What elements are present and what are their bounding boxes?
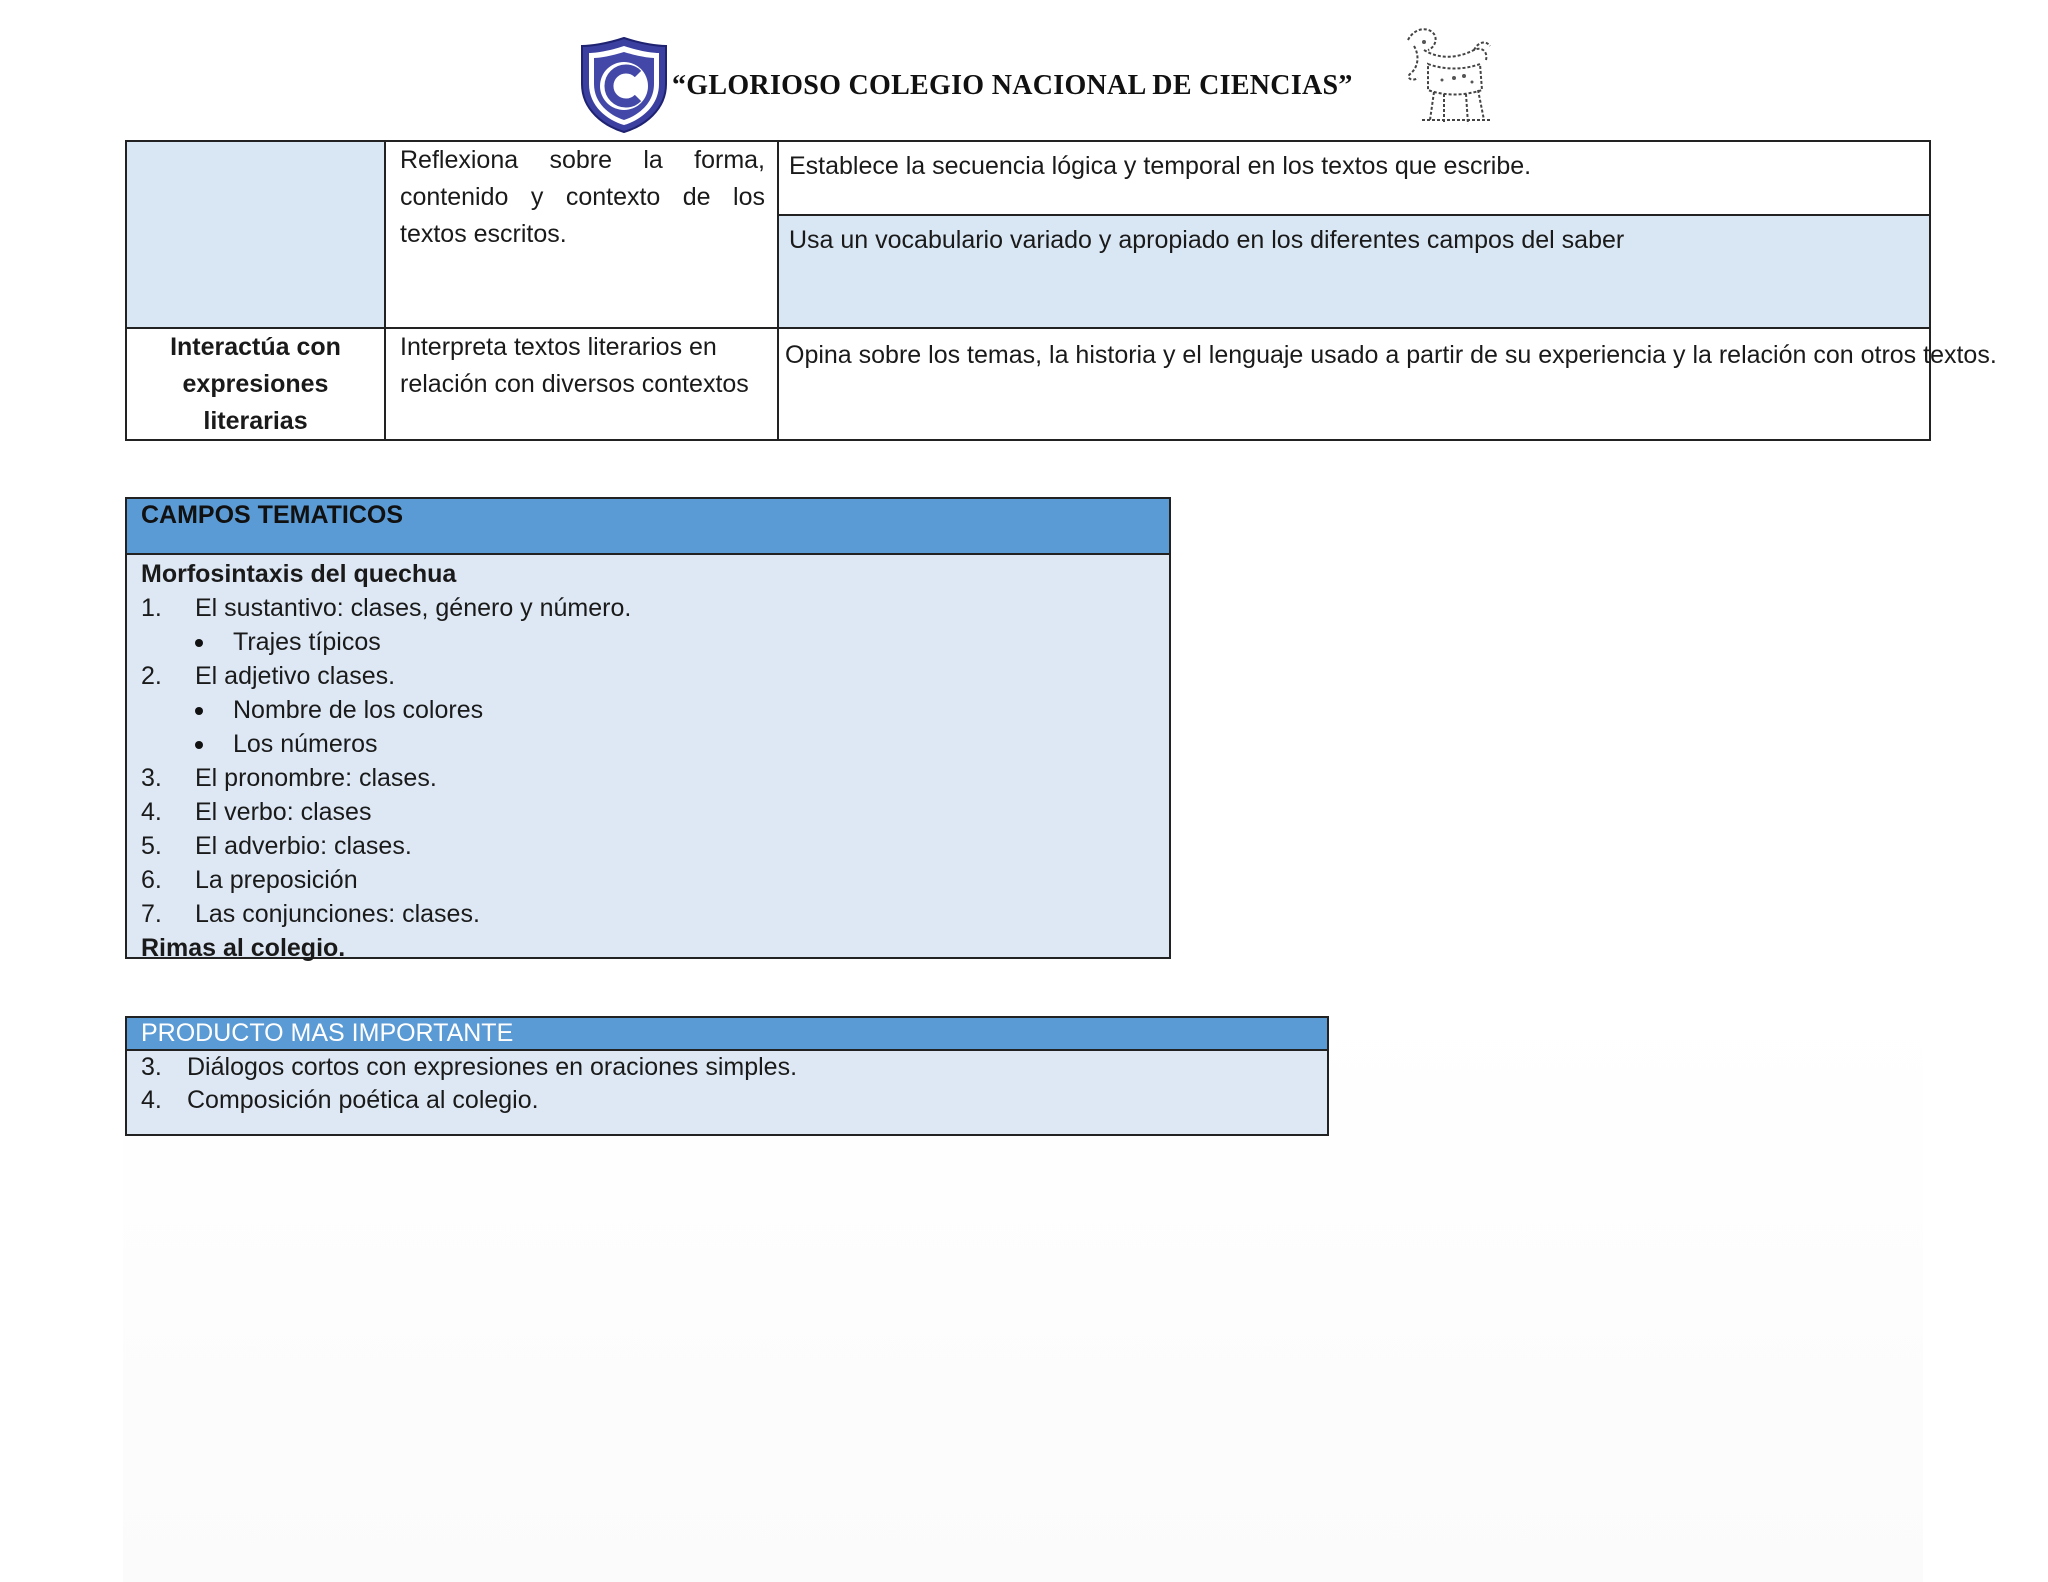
- campos-footer: Rimas al colegio.: [141, 934, 346, 962]
- list-item: [141, 829, 1155, 863]
- list-text: Composición poética al colegio.: [187, 1086, 539, 1114]
- list-item: [141, 1051, 1313, 1084]
- list-text: Trajes típicos: [233, 628, 381, 656]
- list-text: Nombre de los colores: [233, 696, 484, 724]
- list-item: [141, 863, 1155, 897]
- list-number: 1.: [141, 594, 162, 622]
- producto-title: PRODUCTO MAS IMPORTANTE: [127, 1018, 1327, 1051]
- capacity-cell-interpreta: Interpreta textos literarios en relación con diversos contextos: [386, 329, 779, 439]
- list-number: 4.: [141, 1086, 162, 1114]
- list-item: [141, 897, 1155, 931]
- list-item: [141, 1084, 1313, 1117]
- list-number: 7.: [141, 900, 162, 928]
- list-bullet-item: [141, 727, 1155, 761]
- list-number: 3.: [141, 764, 162, 792]
- list-text: El adjetivo clases.: [195, 662, 396, 690]
- list-text: El sustantivo: clases, género y número.: [195, 594, 632, 622]
- campos-subtitle: Morfosintaxis del quechua: [141, 560, 457, 588]
- school-shield-logo-icon: [576, 34, 672, 134]
- list-number: 4.: [141, 798, 162, 826]
- list-bullet-item: [141, 625, 1155, 659]
- capacity-cell-reflexiona: Reflexiona sobre la forma, contenido y contexto de los textos escritos.: [386, 142, 779, 329]
- list-number: 3.: [141, 1053, 162, 1081]
- goat-mascot-logo-icon: [1394, 20, 1498, 132]
- bullet-icon: [195, 639, 203, 647]
- school-title: “GLORIOSO COLEGIO NACIONAL DE CIENCIAS”: [672, 70, 1353, 101]
- competency-cell-empty: [127, 142, 386, 329]
- competency-cell-interactua: Interactúa con expresiones literarias: [127, 329, 386, 439]
- producto-list: [127, 1051, 1327, 1117]
- list-text: Las conjunciones: clases.: [195, 900, 480, 928]
- bullet-icon: [195, 707, 203, 715]
- list-text: El verbo: clases: [195, 798, 372, 826]
- document-header: [0, 0, 2048, 140]
- list-text: Los números: [233, 730, 378, 758]
- competencies-table: [125, 140, 1997, 441]
- campos-tematicos-title: CAMPOS TEMATICOS: [127, 499, 1169, 555]
- campos-tematicos-panel: [125, 497, 1171, 962]
- list-text: Diálogos cortos con expresiones en oraciones simples.: [187, 1053, 798, 1081]
- bullet-icon: [195, 741, 203, 749]
- list-text: El adverbio: clases.: [195, 832, 412, 860]
- list-item: [141, 659, 1155, 693]
- list-text: El pronombre: clases.: [195, 764, 437, 792]
- performance-cell-opina: Opina sobre los temas, la historia y el lenguaje usado a partir de su experiencia y la relación con otros textos.: [779, 329, 1929, 439]
- list-item: [141, 591, 1155, 625]
- performance-cell-vocabulario: Usa un vocabulario variado y apropiado en los diferentes campos del saber: [779, 216, 1929, 329]
- list-number: 6.: [141, 866, 162, 894]
- list-number: 2.: [141, 662, 162, 690]
- list-item: [141, 795, 1155, 829]
- list-item: [141, 761, 1155, 795]
- list-bullet-item: [141, 693, 1155, 727]
- list-number: 5.: [141, 832, 162, 860]
- producto-panel: [125, 1016, 1329, 1136]
- campos-tematicos-list: [127, 555, 1169, 967]
- list-text: La preposición: [195, 866, 358, 894]
- performance-cell-secuencia: Establece la secuencia lógica y temporal en los textos que escribe.: [779, 142, 1929, 216]
